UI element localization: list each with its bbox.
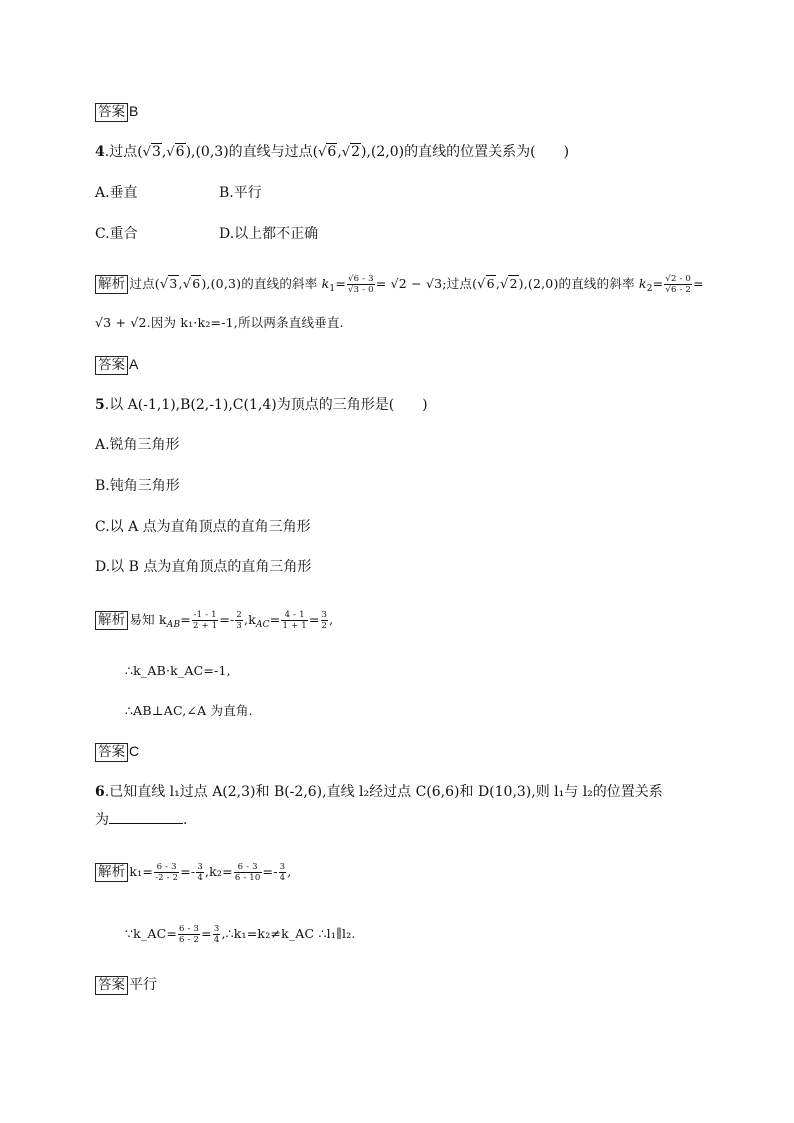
q6-answer-row — [95, 974, 157, 995]
q4-options-row1 — [95, 183, 262, 203]
q6-analysis-line1: 解析 k₁= $\frac{6 - 3}{-2 - 2}$ =- $\frac{3}{4}$ ,k₂= $\frac{6 - 3}{6 - 10}$ =- $\frac{3}{4}$ , — [95, 862, 291, 883]
q5-stem-text: 以 A(-1,1),B(2,-1),C(1,4)为顶点的三角形是( ) — [109, 397, 428, 413]
answer-tag: 答案 — [95, 743, 128, 762]
q6-stem-line1: 6.已知直线 l₁过点 A(2,3)和 B(-2,6),直线 l₂经过点 C(6,6)和 D(10,3),则 l₁与 l₂的位置关系 — [95, 784, 663, 800]
q4-analysis-line1: 解析 过点(√3,√6),(0,3)的直线的斜率 $k_1=$ $\frac{√6 - 3}{√3 - 0}$ = √2 − √3;过点(√6,√2),(2,0)的直线的斜率 $k_2=$ $\frac{√2 - 0}{√6 - 2}$ = — [95, 274, 704, 299]
sqrt-2: √2 — [341, 144, 361, 160]
q4-stem-b: ),(0,3)的直线与过点( — [185, 144, 319, 160]
q4-number: 4 — [95, 144, 105, 160]
q4-option-a: A.垂直 — [95, 185, 138, 201]
sqrt-6b: √6 — [318, 144, 337, 160]
analysis-tag: 解析 — [95, 275, 128, 294]
q6-blank[interactable] — [109, 811, 183, 824]
q4-frac1: $\frac{√6 - 3}{√3 - 0}$ — [348, 274, 374, 295]
q4-analysis-line2: √3 + √2.因为 k₁·k₂=-1,所以两条直线垂直. — [95, 315, 344, 330]
q5-option-d: D.以 B 点为直角顶点的直角三角形 — [95, 559, 312, 575]
q4-answer: A — [129, 356, 139, 372]
answer-tag: 答案 — [95, 356, 128, 375]
sqrt-6: √6 — [166, 144, 185, 160]
q5-answer: C — [129, 743, 140, 759]
q4-frac2: $\frac{√2 - 0}{√6 - 2}$ — [665, 274, 692, 295]
q6-stem-text: 已知直线 l₁过点 A(2,3)和 B(-2,6),直线 l₂经过点 C(6,6)和 D(10,3),则 l₁与 l₂的位置关系 — [109, 784, 663, 800]
q4-option-d: D.以上都不正确 — [219, 226, 319, 242]
q5-analysis-line1: 解析 易知 $k_{AB}=$ $\frac{-1 - 1}{2 + 1}$ =- $\frac{2}{3}$ $,k_{AC}=$ $\frac{4 - 1}{1 + 1}$ = $\frac{3}{2}$ , — [95, 610, 333, 635]
q4-answer-row — [95, 354, 138, 375]
analysis-tag: 解析 — [95, 863, 128, 882]
q5-option-a: A.锐角三角形 — [95, 437, 180, 453]
q5-option-c: C.以 A 点为直角顶点的直角三角形 — [95, 519, 311, 535]
q6-stem-line2: 为 . — [95, 812, 188, 828]
answer-tag: 答案 — [95, 976, 128, 995]
q4-stem-c: ),(2,0)的直线的位置关系为( ) — [361, 144, 570, 160]
q4-options-row2 — [95, 224, 319, 244]
q3-answer-row — [95, 101, 138, 122]
q4-stem-a: 过点( — [109, 144, 143, 160]
q6-analysis-line2: ∵k_AC= $\frac{6 - 3}{6 - 2}$ = $\frac{3}{4}$ ,∴k₁=k₂≠k_AC ∴l₁∥l₂. — [125, 924, 356, 945]
analysis-tag: 解析 — [95, 611, 128, 630]
q6-answer: 平行 — [129, 976, 157, 992]
q6-number: 6 — [95, 784, 105, 800]
q4-option-c: C.重合 — [95, 226, 138, 242]
q5-answer-row — [95, 741, 139, 762]
q5-analysis-line2: ∴k_AB·k_AC=-1, — [125, 663, 231, 678]
q5-number: 5 — [95, 397, 105, 413]
q5-option-b: B.钝角三角形 — [95, 478, 180, 494]
q4-stem: 4.过点(√3,√6),(0,3)的直线与过点(√6,√2),(2,0)的直线的位置关系为( ) — [95, 144, 570, 160]
q4-option-b: B.平行 — [219, 185, 262, 201]
sqrt-3: √3 — [142, 144, 161, 160]
q5-stem: 5.以 A(-1,1),B(2,-1),C(1,4)为顶点的三角形是( ) — [95, 397, 428, 413]
answer-tag: 答案 — [95, 103, 128, 122]
q5-analysis-line3: ∴AB⊥AC,∠A 为直角. — [125, 703, 253, 718]
q3-answer: B — [129, 103, 139, 119]
